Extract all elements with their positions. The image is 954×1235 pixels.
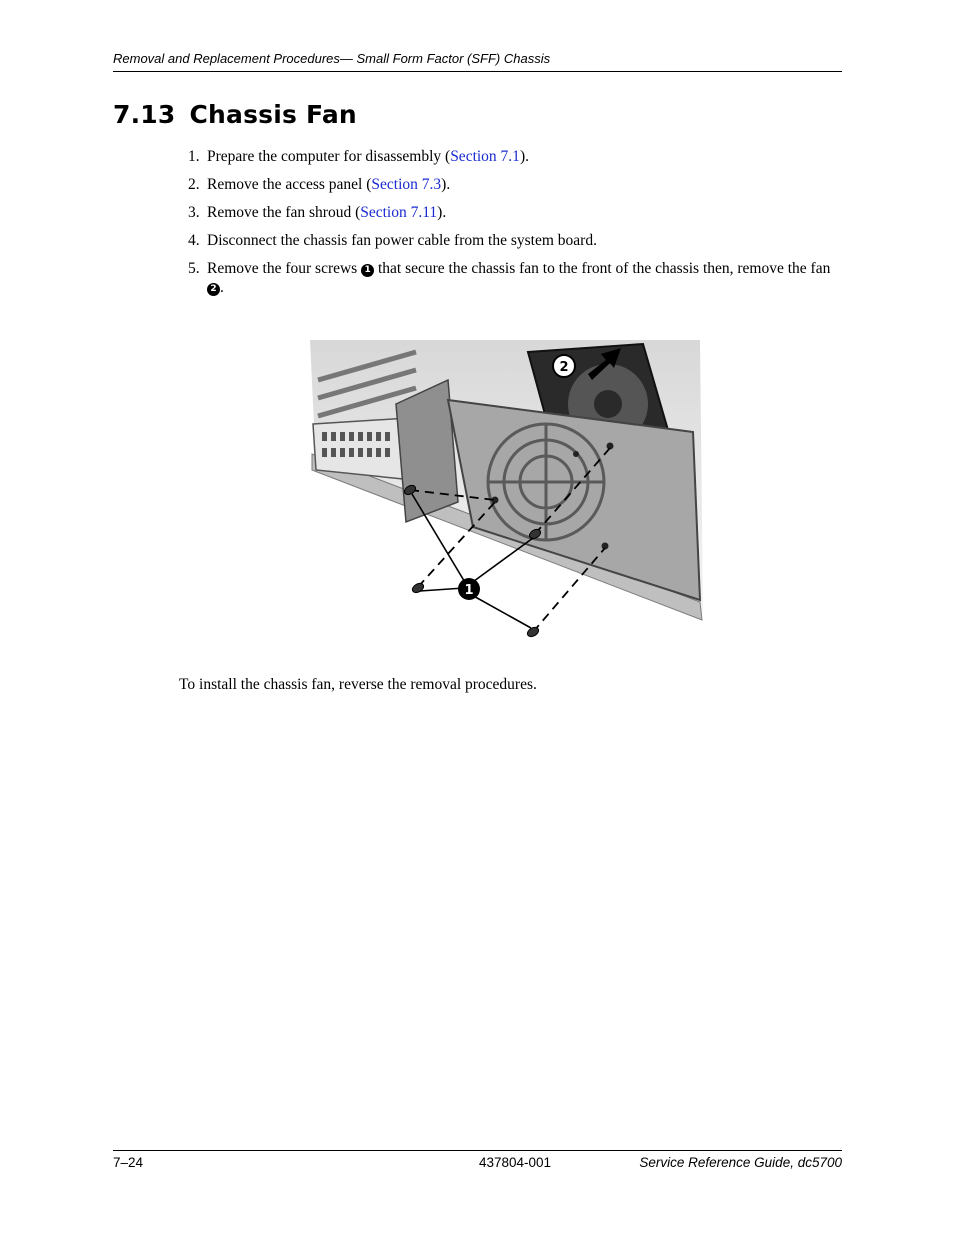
chassis-fan-illustration [308, 332, 708, 648]
step-text-mid: that secure the chassis fan to the front of the chassis then, remove the fan [374, 260, 831, 277]
step-text-end: . [220, 279, 224, 296]
step-number: 3. [188, 204, 200, 221]
fan-hub [594, 390, 622, 418]
step-text: Disconnect the chassis fan power cable from the system board. [207, 232, 597, 249]
header-rule [113, 71, 842, 72]
section-7-1-link[interactable]: Section 7.1 [450, 148, 520, 165]
section-7-11-link[interactable]: Section 7.11 [360, 204, 438, 221]
step-number: 5. [188, 260, 200, 277]
step-text: Remove the fan shroud ( [207, 204, 361, 221]
install-note: To install the chassis fan, reverse the removal procedures. [179, 676, 537, 693]
callout-1-icon: 1 [361, 264, 374, 277]
section-title-text: Chassis Fan [189, 100, 357, 129]
step-text: Prepare the computer for disassembly ( [207, 148, 451, 165]
callout-2-icon: 2 [207, 283, 220, 296]
section-title [113, 100, 357, 129]
step-text-end: ). [437, 204, 447, 221]
step-text: Remove the four screws [207, 260, 362, 277]
running-header: Removal and Replacement Procedures— Small Form Factor (SFF) Chassis [113, 51, 551, 66]
footer-rule [113, 1150, 842, 1151]
step-number: 4. [188, 232, 200, 249]
step-item [188, 203, 844, 222]
section-number: 7.13 [113, 100, 176, 129]
step-number: 2. [188, 176, 200, 193]
step-item [188, 259, 844, 297]
page-number: 7–24 [113, 1155, 144, 1170]
callout-2-label: 2 [559, 360, 569, 375]
step-text: Remove the access panel ( [207, 176, 372, 193]
step-item [188, 147, 844, 166]
step-number: 1. [188, 148, 200, 165]
part-number: 437804-001 [479, 1155, 552, 1170]
step-text-end: ). [519, 148, 529, 165]
procedure-steps [188, 147, 844, 306]
fan-removal-diagram [308, 332, 708, 648]
step-item [188, 231, 844, 250]
guide-title: Service Reference Guide, dc5700 [639, 1155, 842, 1170]
callout-1-label: 1 [464, 583, 474, 598]
step-text-end: ). [441, 176, 451, 193]
step-item [188, 175, 844, 194]
section-7-3-link[interactable]: Section 7.3 [371, 176, 442, 193]
